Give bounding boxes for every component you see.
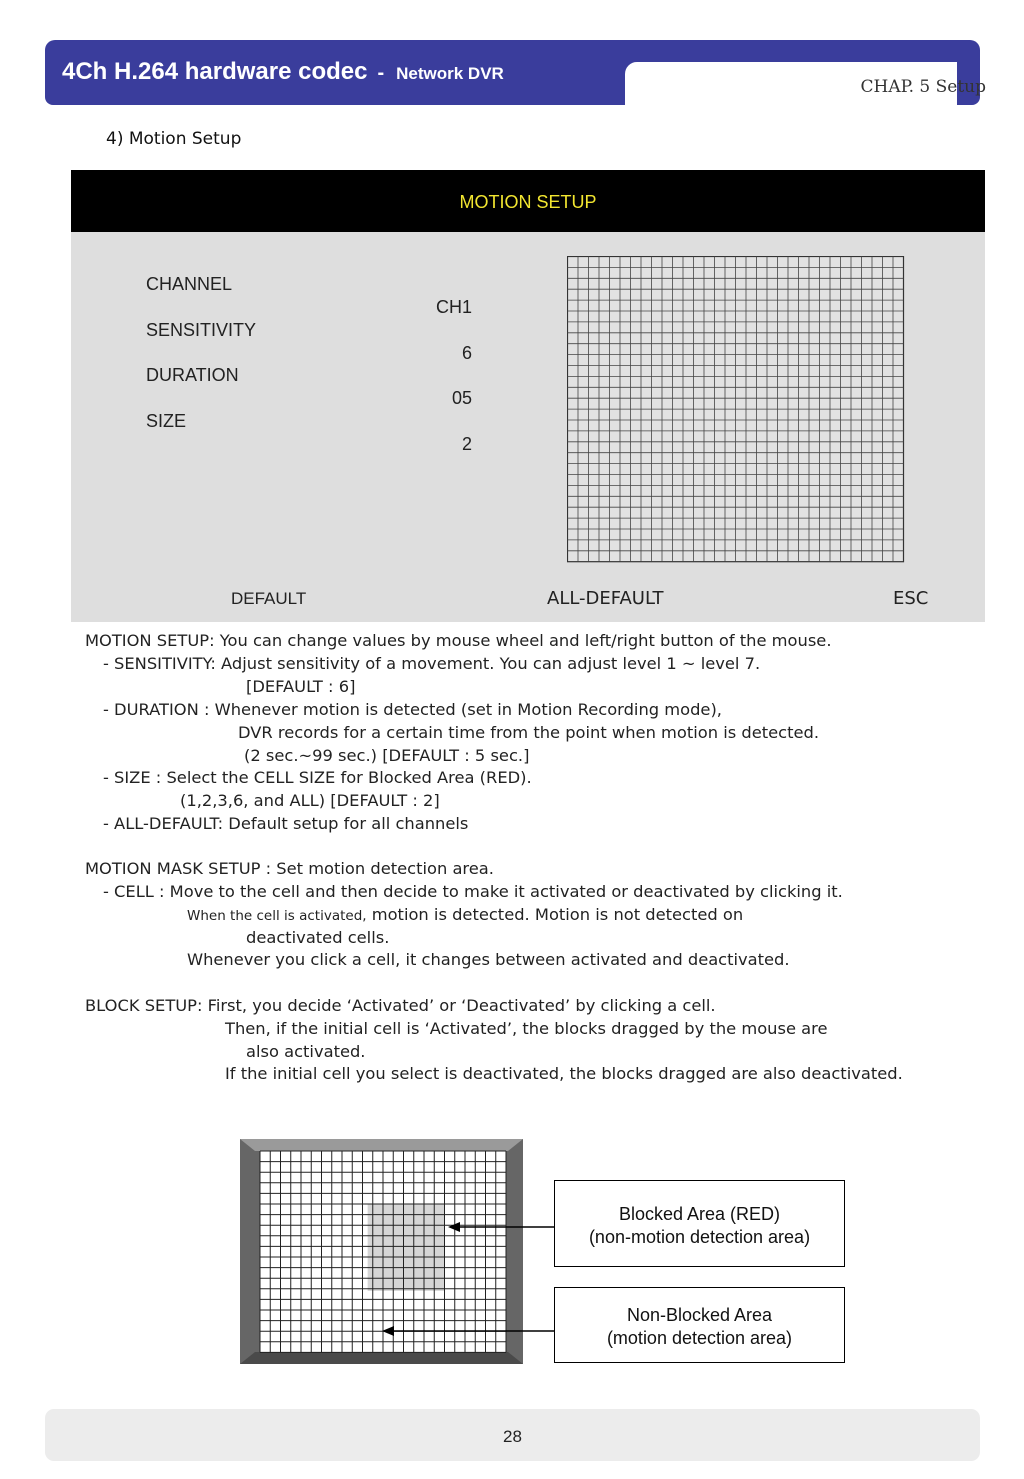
desc-line	[187, 905, 743, 926]
title-separator: -	[377, 62, 385, 84]
default-button[interactable]: DEFAULT	[231, 589, 307, 608]
title-subtitle: Network DVR	[396, 64, 504, 83]
non-blocked-arrowhead	[382, 1326, 394, 1336]
desc-line: BLOCK SETUP: First, you decide ‘Activated’ or ‘Deactivated’ by clicking a cell.	[85, 996, 716, 1015]
motion-setup-screen	[71, 170, 985, 622]
sensitivity-label: SENSITIVITY	[146, 320, 257, 340]
channel-label: CHANNEL	[146, 274, 233, 294]
blocked-area-subtitle: (non-motion detection area)	[588, 1227, 811, 1247]
size-label: SIZE	[146, 411, 187, 431]
duration-value[interactable]: 05	[451, 388, 472, 408]
desc-line: Whenever you click a cell, it changes between activated and deactivated.	[187, 950, 790, 969]
desc-small-text: When the cell is activated,	[187, 908, 367, 924]
document-title	[62, 58, 504, 86]
esc-button[interactable]: ESC	[893, 588, 929, 609]
desc-line: also activated.	[246, 1042, 366, 1061]
all-default-button[interactable]: ALL-DEFAULT	[547, 588, 664, 609]
blocked-area-title: Blocked Area (RED)	[618, 1204, 781, 1224]
desc-line: deactivated cells.	[246, 928, 390, 947]
sensitivity-value[interactable]: 6	[461, 343, 472, 363]
osd-title: MOTION SETUP	[459, 192, 597, 212]
desc-line: - ALL-DEFAULT: Default setup for all channels	[103, 814, 469, 833]
desc-line: - SENSITIVITY: Adjust sensitivity of a movement. You can adjust level 1 ~ level 7.	[103, 654, 761, 673]
motion-grid[interactable]	[567, 256, 907, 564]
desc-line: [DEFAULT : 6]	[246, 677, 356, 696]
page-footer	[45, 1409, 980, 1461]
title-text: 4Ch H.264 hardware codec	[62, 58, 368, 85]
blocked-area-callout	[554, 1180, 845, 1267]
osd-title-bar	[71, 170, 985, 232]
duration-label: DURATION	[146, 365, 239, 385]
desc-line: If the initial cell you select is deactivated, the blocks dragged are also deactivated.	[225, 1064, 903, 1083]
non-blocked-area-title: Non-Blocked Area	[626, 1305, 773, 1325]
blocked-area-diagram	[240, 1139, 811, 1369]
blocked-arrowhead	[448, 1222, 460, 1232]
desc-line: MOTION SETUP: You can change values by mouse wheel and left/right button of the mouse.	[85, 631, 832, 650]
desc-line: (2 sec.~99 sec.) [DEFAULT : 5 sec.]	[244, 746, 530, 765]
page-number: 28	[503, 1427, 522, 1446]
desc-text: motion is detected. Motion is not detected on	[366, 905, 744, 924]
desc-line: - CELL : Move to the cell and then decide to make it activated or deactivated by clicking it.	[103, 882, 843, 901]
desc-line: MOTION MASK SETUP : Set motion detection area.	[85, 859, 494, 878]
desc-line: - DURATION : Whenever motion is detected (set in Motion Recording mode),	[103, 700, 722, 719]
non-blocked-area-subtitle: (motion detection area)	[606, 1328, 793, 1348]
non-blocked-area-callout	[554, 1287, 845, 1363]
desc-line: (1,2,3,6, and ALL) [DEFAULT : 2]	[180, 791, 440, 810]
chapter-label: CHAP. 5 Setup	[860, 77, 986, 97]
desc-line: Then, if the initial cell is ‘Activated’, the blocks dragged by the mouse are	[225, 1019, 828, 1038]
desc-line: - SIZE : Select the CELL SIZE for Blocked Area (RED).	[103, 768, 532, 787]
channel-value[interactable]: CH1	[435, 297, 472, 317]
size-value[interactable]: 2	[461, 434, 472, 454]
desc-line: DVR records for a certain time from the point when motion is detected.	[238, 723, 820, 742]
section-heading: 4) Motion Setup	[106, 129, 242, 149]
